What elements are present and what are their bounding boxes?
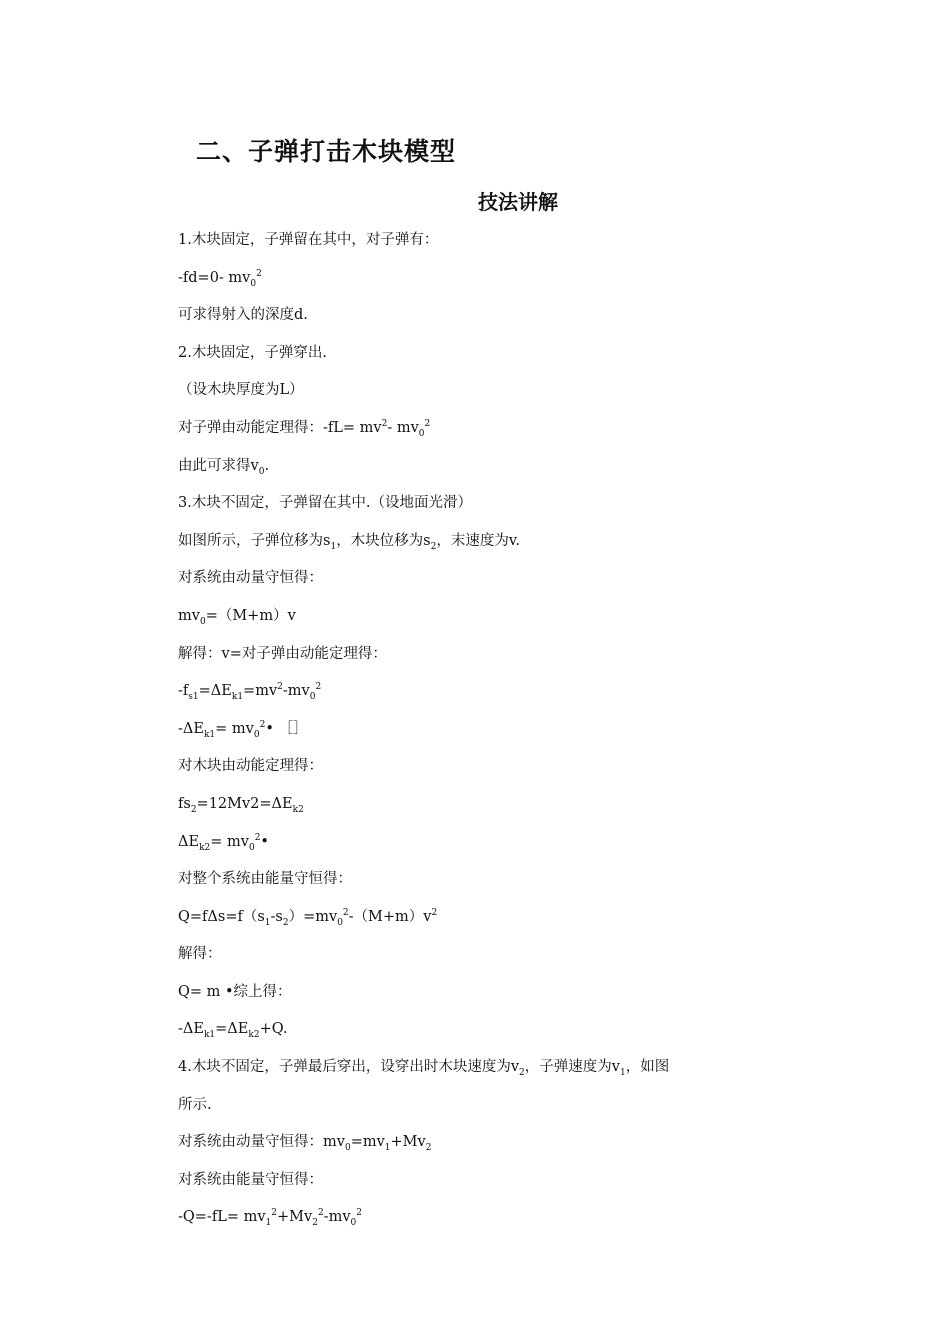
text-line: （设木块厚度为L）	[178, 382, 304, 399]
text-line: 对系统由动量守恒得：	[178, 570, 323, 587]
formula-line: $-f_{s1}=\Delta E_{k1}=mv^2-mv_0^2$	[178, 682, 322, 703]
formula-line: Q= m •综上得：	[178, 983, 292, 1000]
formula-line: -fd=0- $mv_0^2$	[178, 268, 262, 289]
formula-line: $-Q=-fL= mv_1^2+Mv_2^2-mv_0^2$	[178, 1208, 362, 1229]
formula-line: 对系统由动量守恒得：$mv_0=mv_1+Mv_2$	[178, 1134, 432, 1154]
text-line: 所示.	[178, 1096, 212, 1113]
text-line: 1.木块固定，子弹留在其中，对子弹有：	[178, 232, 439, 248]
text-line: 对木块由动能定理得：	[178, 758, 323, 775]
formula-line: $\Delta E_{k2}=$ $mv_0^2•$	[178, 832, 269, 853]
section-subheading: 技法讲解	[478, 190, 558, 214]
text-line: 2.木块固定，子弹穿出.	[178, 344, 327, 361]
text-line: 3.木块不固定，子弹留在其中.（设地面光滑）	[178, 495, 472, 512]
formula-line: $Q=f\Delta s=f(s_1-s_2)=mv_0^2-(M+m)v^2$	[178, 907, 438, 928]
formula-line: $-\Delta E_{k1}=$ $mv_0^2•$ ［］	[178, 719, 308, 740]
text-line: 4.木块不固定，子弹最后穿出，设穿出时木块速度为$v_2$，子弹速度为$v_1$，如图	[178, 1059, 670, 1078]
body-text	[178, 222, 778, 1237]
text-line: 对系统由能量守恒得：	[178, 1171, 323, 1188]
text-line: 解得：v=对子弹由动能定理得：	[178, 645, 387, 662]
formula-line: $mv_0=(M+m)v$	[178, 607, 296, 627]
text-line: 如图所示，子弹位移为$s_1$，木块位移为$s_2$，末速度为v.	[178, 532, 520, 552]
formula-line: $-\Delta E_{k1}=\Delta E_{k2}+Q$.	[178, 1021, 288, 1041]
text-line: 解得：	[178, 946, 222, 963]
formula-line: $fs_2=12Mv2=\Delta E_{k2}$	[178, 795, 304, 815]
text-line: 由此可求得$v_0$.	[178, 457, 270, 477]
formula-line: 对子弹由动能定理得：$-fL= mv^2-$ $mv_0^2$	[178, 419, 431, 439]
section-heading: 二、子弹打击木块模型	[196, 137, 457, 166]
text-line: 可求得射入的深度d.	[178, 307, 308, 324]
text-line: 对整个系统由能量守恒得：	[178, 871, 352, 888]
